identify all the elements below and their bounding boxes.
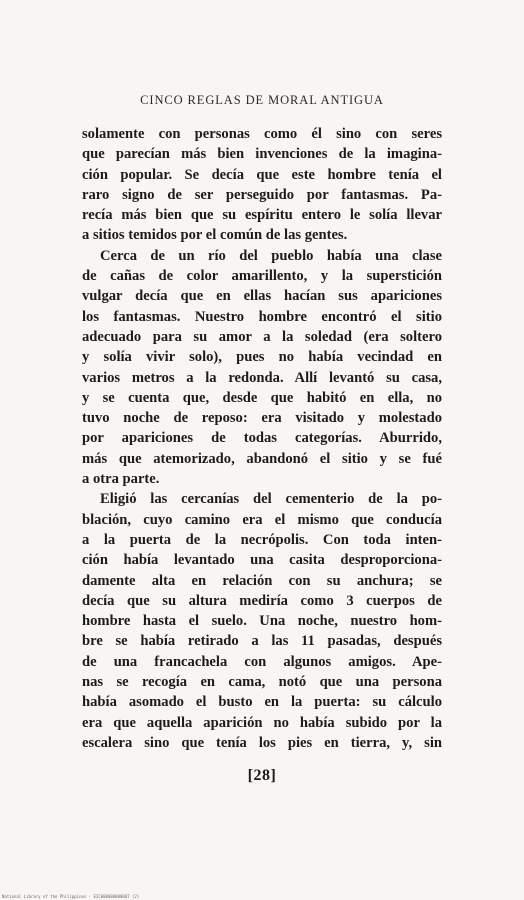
text-line: a sitios temidos por el común de las gentes.: [82, 227, 348, 244]
text-line: ción popular. Se decía que este hombre tenía el: [82, 166, 442, 183]
text-line: raro signo de ser perseguido por fantasmas. Pa-: [82, 186, 442, 203]
text-line: más que atemorizado, abandonó el sitio y se fué: [82, 450, 442, 467]
text-line: de cañas de color amarillento, y la superstición: [82, 268, 442, 285]
text-line: damente alta en relación con su anchura; se: [82, 572, 442, 589]
text-line: por apariciones de todas categorías. Aburrido,: [82, 430, 442, 447]
running-head: CINCO REGLAS DE MORAL ANTIGUA: [140, 93, 384, 107]
text-line: tuvo noche de reposo: era visitado y molestado: [82, 410, 442, 427]
text-line: era que aquella aparición no había subido por la: [82, 714, 442, 731]
text-line: de una francachela con algunos amigos. Ape-: [82, 653, 442, 670]
text-line: bre se había retirado a las 11 pasadas, después: [82, 633, 442, 650]
text-line: a la puerta de la necrópolis. Con toda inten-: [82, 531, 442, 548]
text-line: había asomado el busto en la puerta: su cálculo: [82, 694, 442, 711]
text-line: escalera sino que tenía los pies en tierra, y, sin: [82, 734, 442, 751]
text-line: recía más bien que su espíritu entero le solía llevar: [82, 207, 442, 224]
text-line: Eligió las cercanías del cementerio de la po-: [100, 491, 442, 508]
page-number: [28]: [247, 767, 277, 784]
text-line: y solía vivir solo), pues no había vecindad en: [82, 349, 442, 366]
text-line: hombre hasta el suelo. Una noche, nuestro hom-: [82, 613, 442, 630]
body-text: [82, 124, 442, 753]
library-stamp: National Library of the Philippines · EIC000000000087 (2): [2, 894, 140, 899]
text-line: y se cuenta que, desde que habitó en ella, no: [82, 389, 442, 406]
text-line: decía que su altura mediría como 3 cuerpos de: [82, 592, 442, 609]
text-line: adecuado para su amor a la soledad (era soltero: [82, 328, 442, 345]
text-line: Cerca de un río del pueblo había una clase: [100, 247, 442, 264]
text-line: blación, cuyo camino era el mismo que conducía: [82, 511, 442, 528]
text-line: vulgar decía que en ellas hacían sus apariciones: [82, 288, 442, 305]
text-line: los fantasmas. Nuestro hombre encontró el sitio: [82, 308, 442, 325]
text-line: a otra parte.: [82, 471, 160, 488]
text-line: que parecían más bien invenciones de la imagina-: [82, 146, 442, 163]
text-line: varios metros a la redonda. Allí levantó su casa,: [82, 369, 442, 386]
text-line: ción había levantado una casita desproporciona-: [82, 552, 442, 569]
text-line: nas se recogía en cama, notó que una persona: [82, 674, 442, 691]
text-line: solamente con personas como él sino con seres: [82, 126, 442, 142]
